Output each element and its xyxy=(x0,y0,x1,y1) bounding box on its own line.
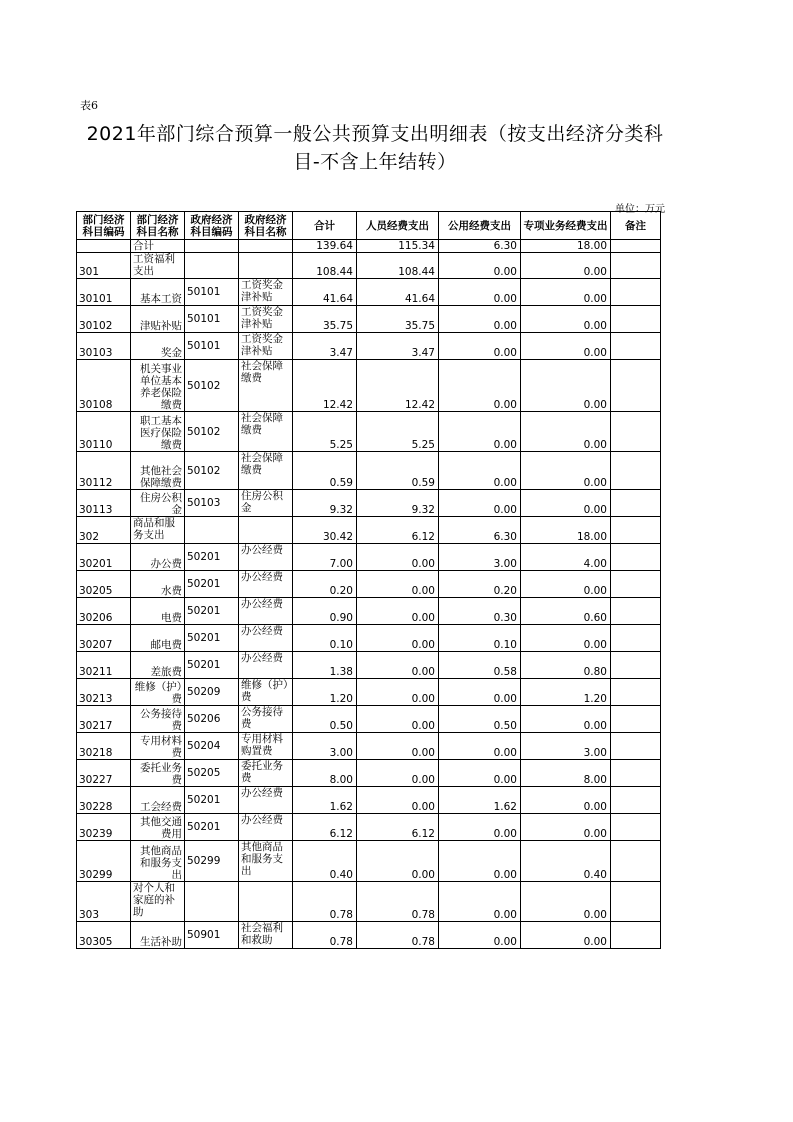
note-cell xyxy=(611,544,661,571)
gov-code-cell: 50101 xyxy=(185,306,239,333)
table-row xyxy=(77,571,661,598)
personnel-cell: 35.75 xyxy=(357,306,439,333)
gov-code-cell: 50102 xyxy=(185,412,239,452)
gov-name-cell: 住房公积金 xyxy=(239,490,293,517)
note-cell xyxy=(611,517,661,544)
dept-name-cell: 委托业务费 xyxy=(131,760,185,787)
note-cell xyxy=(611,760,661,787)
special-cell: 0.00 xyxy=(521,706,611,733)
note-cell xyxy=(611,733,661,760)
table-row xyxy=(77,652,661,679)
gov-name-cell: 办公经费 xyxy=(239,625,293,652)
table-row xyxy=(77,706,661,733)
gov-name-cell: 社会福利和救助 xyxy=(239,922,293,949)
special-cell: 0.00 xyxy=(521,922,611,949)
special-cell: 0.00 xyxy=(521,253,611,279)
dept-code-cell: 301 xyxy=(77,253,131,279)
dept-name-cell: 办公费 xyxy=(131,544,185,571)
personnel-cell: 0.59 xyxy=(357,452,439,490)
special-cell: 0.00 xyxy=(521,306,611,333)
dept-name-cell: 维修（护）费 xyxy=(131,679,185,706)
dept-code-cell: 30305 xyxy=(77,922,131,949)
note-cell xyxy=(611,787,661,814)
dept-code-cell: 30211 xyxy=(77,652,131,679)
total-cell: 1.38 xyxy=(293,652,357,679)
total-cell: 0.78 xyxy=(293,882,357,922)
table-row xyxy=(77,333,661,360)
note-cell xyxy=(611,814,661,841)
special-cell: 8.00 xyxy=(521,760,611,787)
total-cell: 35.75 xyxy=(293,306,357,333)
table-row xyxy=(77,787,661,814)
gov-name-cell: 社会保障缴费 xyxy=(239,360,293,412)
total-cell: 41.64 xyxy=(293,279,357,306)
table-row xyxy=(77,882,661,922)
personnel-cell: 115.34 xyxy=(357,240,439,253)
gov-name-cell: 社会保障缴费 xyxy=(239,452,293,490)
gov-name-cell: 其他商品和服务支出 xyxy=(239,841,293,882)
total-cell: 30.42 xyxy=(293,517,357,544)
table-row xyxy=(77,279,661,306)
public-cell: 0.00 xyxy=(439,279,521,306)
dept-name-cell: 其他商品和服务支出 xyxy=(131,841,185,882)
table-row xyxy=(77,679,661,706)
header-dept-code: 部门经济科目编码 xyxy=(77,212,131,240)
gov-name-cell: 专用材料购置费 xyxy=(239,733,293,760)
gov-code-cell: 50201 xyxy=(185,814,239,841)
total-cell: 0.59 xyxy=(293,452,357,490)
gov-code-cell: 50205 xyxy=(185,760,239,787)
total-cell: 12.42 xyxy=(293,360,357,412)
public-cell: 1.62 xyxy=(439,787,521,814)
gov-name-cell: 委托业务费 xyxy=(239,760,293,787)
personnel-cell: 0.78 xyxy=(357,922,439,949)
table-row xyxy=(77,490,661,517)
table-row xyxy=(77,517,661,544)
unit-label: 单位：万元 xyxy=(615,204,665,215)
total-cell: 108.44 xyxy=(293,253,357,279)
gov-name-cell: 办公经费 xyxy=(239,787,293,814)
special-cell: 0.00 xyxy=(521,333,611,360)
gov-code-cell: 50201 xyxy=(185,625,239,652)
gov-name-cell xyxy=(239,882,293,922)
dept-code-cell: 303 xyxy=(77,882,131,922)
gov-name-cell: 办公经费 xyxy=(239,652,293,679)
personnel-cell: 0.00 xyxy=(357,598,439,625)
special-cell: 0.00 xyxy=(521,882,611,922)
total-cell: 6.12 xyxy=(293,814,357,841)
special-cell: 0.40 xyxy=(521,841,611,882)
public-cell: 0.30 xyxy=(439,598,521,625)
dept-name-cell: 公务接待费 xyxy=(131,706,185,733)
dept-name-cell: 生活补助 xyxy=(131,922,185,949)
dept-code-cell: 30217 xyxy=(77,706,131,733)
public-cell: 0.00 xyxy=(439,922,521,949)
personnel-cell: 0.00 xyxy=(357,841,439,882)
dept-code-cell: 30201 xyxy=(77,544,131,571)
total-cell: 9.32 xyxy=(293,490,357,517)
gov-code-cell: 50299 xyxy=(185,841,239,882)
gov-code-cell: 50209 xyxy=(185,679,239,706)
table-row xyxy=(77,733,661,760)
total-cell: 5.25 xyxy=(293,412,357,452)
gov-code-cell xyxy=(185,253,239,279)
note-cell xyxy=(611,882,661,922)
note-cell xyxy=(611,360,661,412)
gov-code-cell: 50206 xyxy=(185,706,239,733)
public-cell: 0.00 xyxy=(439,490,521,517)
special-cell: 0.00 xyxy=(521,412,611,452)
table-row xyxy=(77,922,661,949)
personnel-cell: 0.00 xyxy=(357,706,439,733)
public-cell: 0.00 xyxy=(439,841,521,882)
note-cell xyxy=(611,306,661,333)
special-cell: 0.00 xyxy=(521,452,611,490)
table-row xyxy=(77,814,661,841)
header-personnel: 人员经费支出 xyxy=(357,212,439,240)
public-cell: 0.00 xyxy=(439,733,521,760)
public-cell: 0.50 xyxy=(439,706,521,733)
dept-code-cell: 30228 xyxy=(77,787,131,814)
dept-code-cell xyxy=(77,240,131,253)
personnel-cell: 0.00 xyxy=(357,760,439,787)
gov-code-cell: 50103 xyxy=(185,490,239,517)
note-cell xyxy=(611,240,661,253)
note-cell xyxy=(611,841,661,882)
gov-name-cell xyxy=(239,517,293,544)
table-row xyxy=(77,625,661,652)
total-cell: 0.78 xyxy=(293,922,357,949)
gov-name-cell xyxy=(239,240,293,253)
header-gov-code: 政府经济科目编码 xyxy=(185,212,239,240)
gov-code-cell xyxy=(185,240,239,253)
header-total: 合计 xyxy=(293,212,357,240)
note-cell xyxy=(611,625,661,652)
header-public: 公用经费支出 xyxy=(439,212,521,240)
gov-name-cell: 工资奖金津补贴 xyxy=(239,306,293,333)
dept-code-cell: 30113 xyxy=(77,490,131,517)
gov-name-cell: 办公经费 xyxy=(239,598,293,625)
public-cell: 6.30 xyxy=(439,240,521,253)
dept-name-cell: 工会经费 xyxy=(131,787,185,814)
header-row xyxy=(77,212,661,240)
table-row xyxy=(77,452,661,490)
special-cell: 0.80 xyxy=(521,652,611,679)
personnel-cell: 108.44 xyxy=(357,253,439,279)
dept-name-cell: 工资福利支出 xyxy=(131,253,185,279)
note-cell xyxy=(611,279,661,306)
gov-name-cell: 办公经费 xyxy=(239,814,293,841)
note-cell xyxy=(611,922,661,949)
gov-code-cell: 50201 xyxy=(185,652,239,679)
header-dept-name: 部门经济科目名称 xyxy=(131,212,185,240)
special-cell: 4.00 xyxy=(521,544,611,571)
gov-code-cell: 50201 xyxy=(185,571,239,598)
gov-code-cell xyxy=(185,517,239,544)
dept-code-cell: 30239 xyxy=(77,814,131,841)
personnel-cell: 0.00 xyxy=(357,625,439,652)
dept-code-cell: 30218 xyxy=(77,733,131,760)
public-cell: 0.00 xyxy=(439,253,521,279)
total-cell: 0.10 xyxy=(293,625,357,652)
header-gov-name: 政府经济科目名称 xyxy=(239,212,293,240)
gov-name-cell xyxy=(239,253,293,279)
total-cell: 7.00 xyxy=(293,544,357,571)
budget-table xyxy=(76,211,661,949)
public-cell: 0.00 xyxy=(439,452,521,490)
table-row xyxy=(77,544,661,571)
note-cell xyxy=(611,253,661,279)
table-row xyxy=(77,598,661,625)
public-cell: 6.30 xyxy=(439,517,521,544)
personnel-cell: 0.00 xyxy=(357,544,439,571)
special-cell: 0.00 xyxy=(521,787,611,814)
dept-code-cell: 30206 xyxy=(77,598,131,625)
gov-code-cell xyxy=(185,882,239,922)
note-cell xyxy=(611,412,661,452)
gov-name-cell: 办公经费 xyxy=(239,544,293,571)
personnel-cell: 6.12 xyxy=(357,814,439,841)
dept-code-cell: 30110 xyxy=(77,412,131,452)
gov-code-cell: 50901 xyxy=(185,922,239,949)
total-cell: 1.20 xyxy=(293,679,357,706)
note-cell xyxy=(611,333,661,360)
public-cell: 0.00 xyxy=(439,679,521,706)
gov-name-cell: 工资奖金津补贴 xyxy=(239,333,293,360)
public-cell: 0.10 xyxy=(439,625,521,652)
dept-code-cell: 30207 xyxy=(77,625,131,652)
table-row xyxy=(77,253,661,279)
gov-name-cell: 社会保障缴费 xyxy=(239,412,293,452)
dept-name-cell: 住房公积金 xyxy=(131,490,185,517)
gov-name-cell: 工资奖金津补贴 xyxy=(239,279,293,306)
total-cell: 0.40 xyxy=(293,841,357,882)
gov-code-cell: 50102 xyxy=(185,452,239,490)
gov-code-cell: 50101 xyxy=(185,333,239,360)
total-cell: 3.47 xyxy=(293,333,357,360)
dept-code-cell: 30299 xyxy=(77,841,131,882)
special-cell: 0.00 xyxy=(521,814,611,841)
personnel-cell: 0.00 xyxy=(357,571,439,598)
public-cell: 3.00 xyxy=(439,544,521,571)
note-cell xyxy=(611,571,661,598)
note-cell xyxy=(611,490,661,517)
table-row xyxy=(77,306,661,333)
note-cell xyxy=(611,679,661,706)
dept-name-cell: 其他社会保障缴费 xyxy=(131,452,185,490)
personnel-cell: 0.00 xyxy=(357,652,439,679)
total-cell: 8.00 xyxy=(293,760,357,787)
dept-code-cell: 30112 xyxy=(77,452,131,490)
gov-name-cell: 维修（护）费 xyxy=(239,679,293,706)
dept-name-cell: 电费 xyxy=(131,598,185,625)
dept-code-cell: 30101 xyxy=(77,279,131,306)
table-row xyxy=(77,760,661,787)
gov-code-cell: 50201 xyxy=(185,544,239,571)
gov-code-cell: 50204 xyxy=(185,733,239,760)
special-cell: 1.20 xyxy=(521,679,611,706)
gov-code-cell: 50201 xyxy=(185,787,239,814)
gov-name-cell: 办公经费 xyxy=(239,571,293,598)
dept-code-cell: 30108 xyxy=(77,360,131,412)
dept-code-cell: 302 xyxy=(77,517,131,544)
total-cell: 1.62 xyxy=(293,787,357,814)
dept-code-cell: 30103 xyxy=(77,333,131,360)
total-cell: 3.00 xyxy=(293,733,357,760)
special-cell: 0.00 xyxy=(521,490,611,517)
personnel-cell: 9.32 xyxy=(357,490,439,517)
page-title: 2021年部门综合预算一般公共预算支出明细表（按支出经济分类科目-不含上年结转） xyxy=(86,123,664,173)
total-cell: 0.90 xyxy=(293,598,357,625)
personnel-cell: 6.12 xyxy=(357,517,439,544)
dept-name-cell: 基本工资 xyxy=(131,279,185,306)
dept-name-cell: 水费 xyxy=(131,571,185,598)
dept-code-cell: 30205 xyxy=(77,571,131,598)
special-cell: 0.60 xyxy=(521,598,611,625)
dept-name-cell: 机关事业单位基本养老保险缴费 xyxy=(131,360,185,412)
dept-name-cell: 职工基本医疗保险缴费 xyxy=(131,412,185,452)
public-cell: 0.58 xyxy=(439,652,521,679)
gov-code-cell: 50201 xyxy=(185,598,239,625)
personnel-cell: 0.00 xyxy=(357,733,439,760)
dept-name-cell: 专用材料费 xyxy=(131,733,185,760)
header-note: 备注 xyxy=(611,212,661,240)
special-cell: 0.00 xyxy=(521,279,611,306)
personnel-cell: 0.78 xyxy=(357,882,439,922)
special-cell: 0.00 xyxy=(521,360,611,412)
gov-code-cell: 50102 xyxy=(185,360,239,412)
public-cell: 0.00 xyxy=(439,360,521,412)
gov-code-cell: 50101 xyxy=(185,279,239,306)
public-cell: 0.00 xyxy=(439,760,521,787)
dept-name-cell: 合计 xyxy=(131,240,185,253)
public-cell: 0.00 xyxy=(439,814,521,841)
table-label: 表6 xyxy=(80,99,98,112)
dept-name-cell: 差旅费 xyxy=(131,652,185,679)
public-cell: 0.00 xyxy=(439,882,521,922)
table-row xyxy=(77,360,661,412)
public-cell: 0.00 xyxy=(439,412,521,452)
note-cell xyxy=(611,452,661,490)
special-cell: 0.00 xyxy=(521,625,611,652)
personnel-cell: 5.25 xyxy=(357,412,439,452)
total-cell: 0.50 xyxy=(293,706,357,733)
dept-name-cell: 对个人和家庭的补助 xyxy=(131,882,185,922)
dept-code-cell: 30227 xyxy=(77,760,131,787)
table-row xyxy=(77,412,661,452)
gov-name-cell: 公务接待费 xyxy=(239,706,293,733)
header-special: 专项业务经费支出 xyxy=(521,212,611,240)
public-cell: 0.20 xyxy=(439,571,521,598)
table-body xyxy=(77,240,661,949)
special-cell: 18.00 xyxy=(521,517,611,544)
dept-name-cell: 邮电费 xyxy=(131,625,185,652)
public-cell: 0.00 xyxy=(439,333,521,360)
personnel-cell: 0.00 xyxy=(357,679,439,706)
note-cell xyxy=(611,598,661,625)
dept-name-cell: 其他交通费用 xyxy=(131,814,185,841)
personnel-cell: 3.47 xyxy=(357,333,439,360)
dept-name-cell: 津贴补贴 xyxy=(131,306,185,333)
personnel-cell: 0.00 xyxy=(357,787,439,814)
special-cell: 0.00 xyxy=(521,571,611,598)
total-cell: 139.64 xyxy=(293,240,357,253)
dept-code-cell: 30213 xyxy=(77,679,131,706)
personnel-cell: 12.42 xyxy=(357,360,439,412)
table-row xyxy=(77,240,661,253)
special-cell: 3.00 xyxy=(521,733,611,760)
dept-code-cell: 30102 xyxy=(77,306,131,333)
note-cell xyxy=(611,706,661,733)
dept-name-cell: 奖金 xyxy=(131,333,185,360)
table-row xyxy=(77,841,661,882)
dept-name-cell: 商品和服务支出 xyxy=(131,517,185,544)
public-cell: 0.00 xyxy=(439,306,521,333)
note-cell xyxy=(611,652,661,679)
personnel-cell: 41.64 xyxy=(357,279,439,306)
special-cell: 18.00 xyxy=(521,240,611,253)
total-cell: 0.20 xyxy=(293,571,357,598)
